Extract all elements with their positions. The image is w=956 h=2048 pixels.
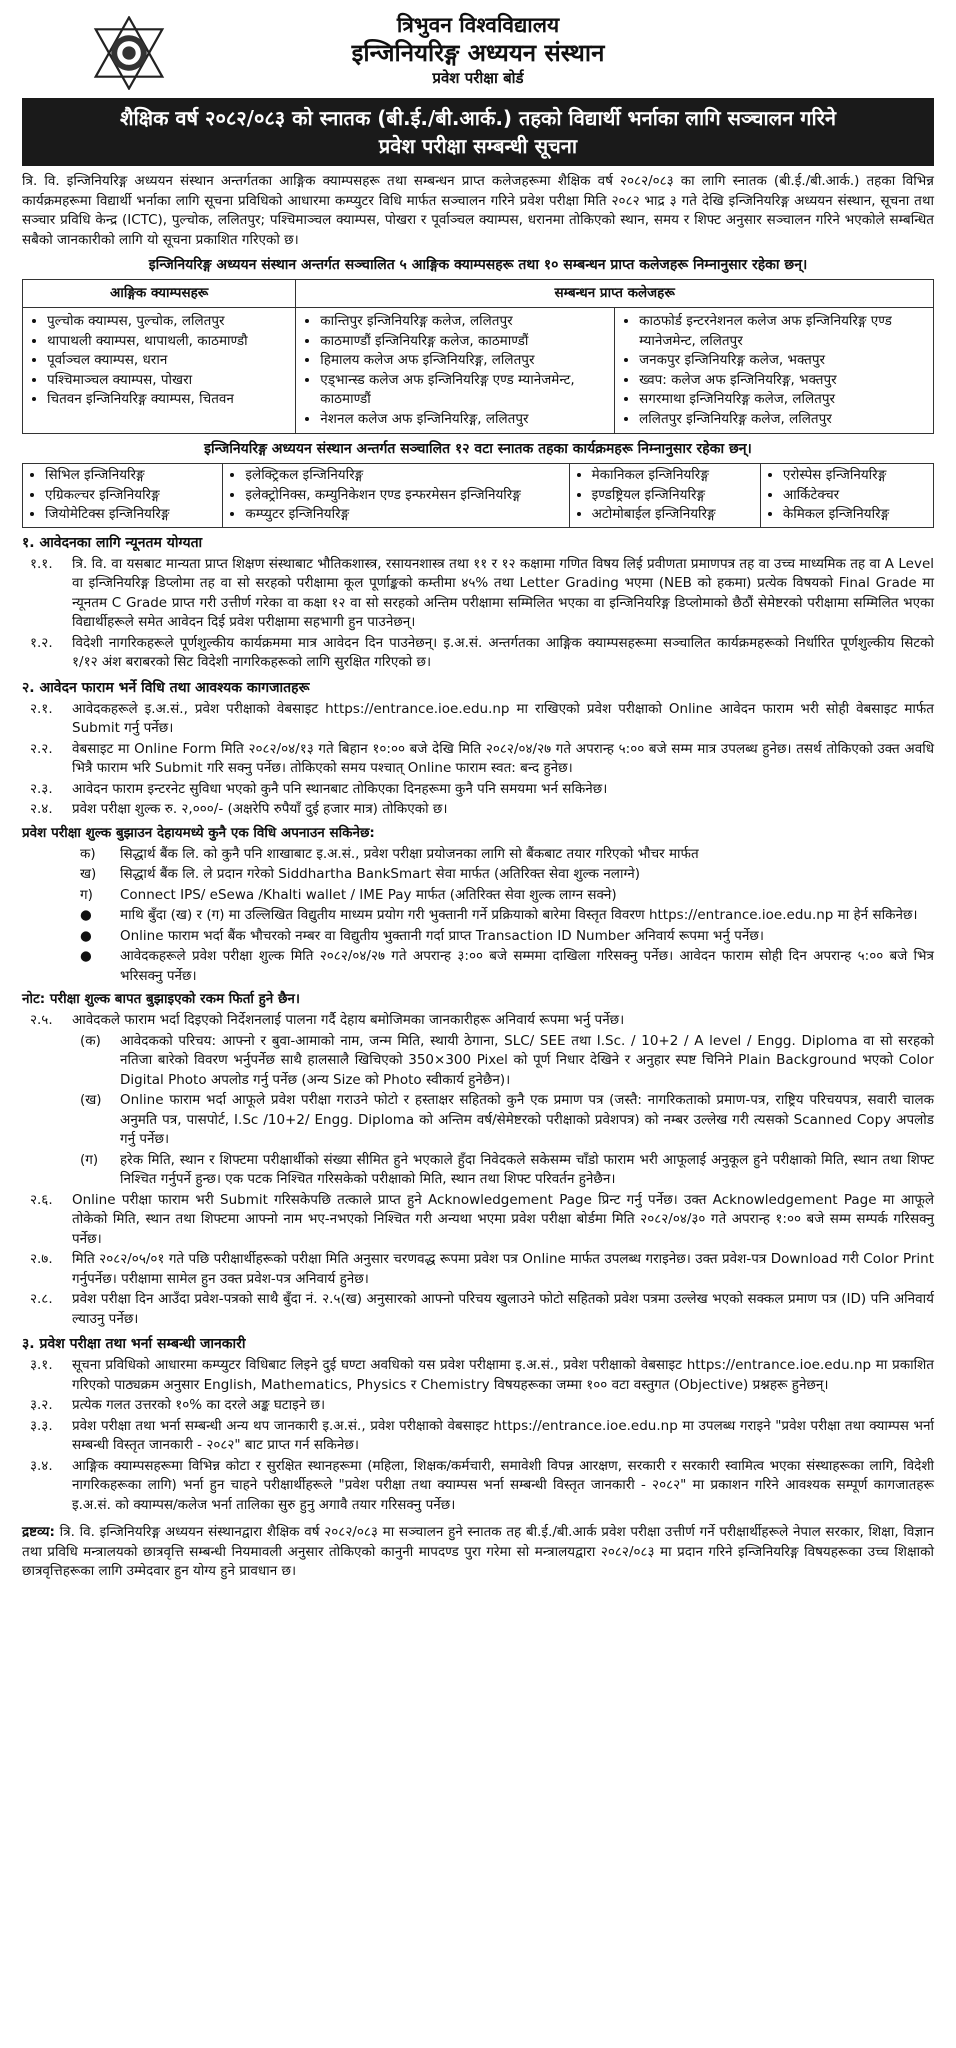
list-item: • सगरमाथा इन्जिनियरिङ्ग कलेज, ललितपुर <box>639 390 925 410</box>
program-column <box>229 466 562 525</box>
board-name: प्रवेश परीक्षा बोर्ड <box>432 69 524 87</box>
section-2-title: २. आवेदन फाराम भर्ने विधि तथा आवश्यक कागजातहरू <box>22 679 310 696</box>
fee-method-label: क) <box>80 845 96 862</box>
item-text: प्रवेश परीक्षा शुल्क रु. २,०००/- (अक्षरेपि रुपैयाँ दुई हजार मात्र) तोकिएको छ। <box>72 801 448 817</box>
fee-bullet-text: Online फाराम भर्दा बैंक भौचरको नम्बर वा विद्युतीय भुक्तानी गर्दा प्राप्त Transaction ID Number अनिवार्य रूपमा भर्नु पर्नेछ। <box>120 927 764 944</box>
numbered-item <box>22 1290 934 1329</box>
numbered-item <box>22 1011 934 1031</box>
item-text: प्रत्येक गलत उत्तरको १०% का दरले अङ्क घटाइने छ। <box>72 1397 326 1413</box>
footer-note-text: त्रि. वि. इन्जिनियरिङ्ग अध्ययन संस्थानद्वारा शैक्षिक वर्ष २०८२/०८३ मा सञ्चालन हुने स्नातक तह बी.ई./बी.आर्क प्रवेश परीक्षा उत्तीर्ण गर्ने परीक्षार्थीहरूले नेपाल सरकार, शिक्षा, विज्ञान तथा प्रविधि मन्त्रालयको छात्रवृत्ति सम्बन्धी नियमावली अनुसार तोकिएको कानुनी मापदण्ड पुरा गरेमा सो मन्त्रालयद्वारा २०८२/०८३ मा प्रदान गरिने इन्जिनियरिङ्ग विषयहरूका उच्च शिक्षाको छात्रवृत्तिहरूका लागि उम्मेदवार हुन योग्य हुने प्रावधान छ। <box>22 1524 934 1579</box>
refund-note: नोट: परीक्षा शुल्क बापत बुझाइएको रकम फिर्ता हुने छैन। <box>22 991 301 1007</box>
constituent-list <box>31 312 287 410</box>
header <box>22 12 934 96</box>
item-number: ३.४. <box>30 1457 53 1474</box>
program-item: • जियोमेटिक्स इन्जिनियरिङ्ग <box>45 505 216 525</box>
item-number: २.६. <box>30 1191 53 1208</box>
program-item: • कम्प्युटर इन्जिनियरिङ्ग <box>245 505 562 525</box>
numbered-item <box>22 1191 934 1250</box>
footer-note <box>22 1523 934 1582</box>
section-3-title: ३. प्रवेश परीक्षा तथा भर्ना सम्बन्धी जानकारी <box>22 1336 246 1352</box>
fee-method-text: Connect IPS/ eSewa /Khalti wallet / IME Pay मार्फत (अतिरिक्त सेवा शुल्क लाग्न सक्ने) <box>120 886 617 903</box>
campus-table <box>22 279 934 434</box>
numbered-item <box>22 740 934 779</box>
program-item: • केमिकल इन्जिनियरिङ्ग <box>783 505 927 525</box>
item-text: प्रवेश परीक्षा तथा भर्ना सम्बन्धी अन्य थप जानकारी इ.अ.सं., प्रवेश परीक्षाको वेबसाइट https://entrance.ioe.edu.np मा उपलब्ध गराइने "प्रवेश परीक्षा तथा क्याम्पस भर्ना सम्बन्धी विस्तृत जानकारी - २०८२" बाट प्राप्त गर्न सकिनेछ। <box>72 1417 934 1453</box>
bullet-icon: ● <box>80 927 92 944</box>
list-item: • काठफोर्ड इन्टरनेशनल कलेज अफ इन्जिनियरिङ्ग एण्ड म्यानेजमेन्ट, ललितपुर <box>639 312 925 351</box>
affiliated-list-b <box>623 312 925 429</box>
bullet-icon: ● <box>80 907 92 923</box>
item-text: प्रवेश परीक्षा दिन आउँदा प्रवेश-पत्रको साथै बुँदा नं. २.५(ख) अनुसारको आफ्नो परिचय खुलाउने फोटो सहितको प्रवेश पत्रमा उल्लेख भएको सक्कल प्रमाण पत्र (ID) पनि अनिवार्य ल्याउनु पर्नेछ। <box>72 1291 934 1327</box>
banner-line-1: शैक्षिक वर्ष २०८२/०८३ को स्नातक (बी.ई./बी.आर्क.) तहको विद्यार्थी भर्नाका लागि सञ्चालन गरिने <box>119 106 837 130</box>
affiliated-list-a <box>304 312 606 429</box>
list-item: • पूर्वाञ्चल क्याम्पस, धरान <box>47 351 287 371</box>
sub-item <box>22 1032 934 1091</box>
constituent-header: आङ्गिक क्याम्पसहरू <box>23 280 296 308</box>
sub-item-label: (क) <box>80 1032 101 1049</box>
footer-note-label: द्रष्टव्य: <box>22 1524 55 1540</box>
list-item: • चितवन इन्जिनियरिङ्ग क्याम्पस, चितवन <box>47 390 287 410</box>
item-number: २.५. <box>30 1012 53 1028</box>
sub-item-text: Online फाराम भर्दा आफूले प्रवेश परीक्षा गराउने फोटो र हस्ताक्षर सहितको कुनै एक प्रमाण पत्र (जस्तै: नागरिकताको प्रमाण-पत्र, राष्ट्रिय परिचयपत्र, सवारी चालक अनुमति पत्र, पासपोर्ट, I.Sc /10+2/ Engg. Diploma को अन्तिम वर्ष/सेमेष्टरको परीक्षाको प्रवेशपत्र) को नम्बर उल्लेख गरी त्यसको Scanned Copy अपलोड गर्नु पर्नेछ। <box>120 1092 934 1147</box>
program-item: • एग्रिकल्चर इन्जिनियरिङ्ग <box>45 486 216 506</box>
item-number: १.२. <box>30 634 53 651</box>
list-item: • काठमाण्डौं इन्जिनियरिङ्ग कलेज, काठमाण्डौं <box>320 332 606 352</box>
item-number: ३.३. <box>30 1417 53 1434</box>
fee-bullet-text: आवेदकहरूले प्रवेश परीक्षा शुल्क मिति २०८२/०४/२७ गते अपरान्ह ३:०० बजे सम्ममा दाखिला गरिसक्नु पर्नेछ। आवेदन फाराम सोही दिन अपरान्ह ५:०० बजे भित्र भरिसक्नु पर्नेछ। <box>120 948 934 984</box>
item-text: आवेदकहरूले इ.अ.सं., प्रवेश परीक्षाको वेबसाइट https://entrance.ioe.edu.np मा राखिएको प्रवेश परीक्षाको Online आवेदन फाराम भरी सोही वेबसाइट मार्फत Submit गर्नु पर्नेछ। <box>72 700 934 736</box>
intro-paragraph: त्रि. वि. इन्जिनियरिङ्ग अध्ययन संस्थान अन्तर्गतका आङ्गिक क्याम्पसहरू तथा सम्बन्धन प्राप्त कलेजहरूमा शैक्षिक वर्ष २०८२/०८३ का लागि स्नातक (बी.ई./बी.आर्क.) तहका विभिन्न कार्यक्रमहरूमा विद्यार्थी भर्नाका लागि सूचना प्रविधिको आधारमा कम्प्युटर विधि मार्फत सञ्चालन गरिने प्रवेश परीक्षा मिति २०८२ भाद्र ३ गते देखि इन्जिनियरिङ्ग अध्ययन संस्थान, सूचना तथा सञ्चार प्रविधि केन्द्र (ICTC), पुल्चोक, ललितपुर; पश्चिमाञ्चल क्याम्पस, पोखरा र पूर्वाञ्चल क्याम्पस, धरानमा तोकिएको स्थान, समय र शिफ्ट अनुसार सञ्चालन गरिने भएकोले सम्बन्धित सबैको जानकारीको लागि यो सूचना प्रकाशित गरिएको छ। <box>22 173 934 248</box>
item-number: २.४. <box>30 801 53 817</box>
fee-bullet-text: माथि बुँदा (ख) र (ग) मा उल्लिखित विद्युतीय माध्यम प्रयोग गरी भुक्तानी गर्ने प्रक्रियाको बारेमा विस्तृत विवरण https://entrance.ioe.edu.np मा हेर्न सकिनेछ। <box>120 907 918 923</box>
fee-method <box>22 865 934 885</box>
item-text: आवेदकले फाराम भर्दा दिइएको निर्देशनलाई पालना गर्दै देहाय बमोजिमका जानकारीहरू अनिवार्य रूपमा भर्नु पर्नेछ। <box>72 1012 625 1028</box>
item-number: ३.२. <box>30 1397 53 1413</box>
list-item: • एड्भान्स्ड कलेज अफ इन्जिनियरिङ्ग एण्ड म्यानेजमेन्ट, काठमाण्डौं <box>320 371 606 410</box>
list-item: • थापाथली क्याम्पस, थापाथली, काठमाण्डौ <box>47 332 287 352</box>
item-text: वेबसाइट मा Online Form मिति २०८२/०४/१३ गते बिहान १०:०० बजे देखि मिति २०८२/०४/२७ गते अपरान्ह ५:०० बजे सम्म मात्र उपलब्ध हुनेछ। तसर्थ तोकिएको उक्त अवधि भित्रै फाराम भरि Submit गरि सक्नु पर्नेछ। तोकिएको समय पश्चात् Online फाराम स्वत: बन्द हुनेछ। <box>72 740 934 776</box>
item-number: २.७. <box>30 1251 53 1267</box>
program-item: • इलेक्ट्रिकल इन्जिनियरिङ्ग <box>245 466 562 486</box>
program-heading: इन्जिनियरिङ्ग अध्ययन संस्थान अन्तर्गत सञ्चालित १२ वटा स्नातक तहका कार्यक्रमहरू निम्नानुसार रहेका छन्। <box>204 441 752 457</box>
fee-methods-heading: प्रवेश परीक्षा शुल्क बुझाउन देहायमध्ये कुनै एक विधि अपनाउन सकिनेछ: <box>22 824 375 841</box>
fee-method <box>22 845 934 865</box>
sub-item-text: आवेदकको परिचय: आफ्नो र बुवा-आमाको नाम, जन्म मिति, स्थायी ठेगाना, SLC/ SEE तथा I.Sc. / 10+2 / A level / Engg. Diploma वा सो सरहको नतिजा बारेको विवरण भर्नुपर्नेछ साथै हालसालै खिचिएको 350×300 Pixel को पूर्ण निधार देखिने र अनुहार स्पष्ट चिनिने Plain Background भएको Color Digital Photo अपलोड गर्नु पर्नेछ (अन्य Size को Photo स्वीकार्य हुनेछैन)। <box>120 1032 934 1088</box>
numbered-item <box>22 555 934 633</box>
fee-method-text: सिद्धार्थ बैंक लि. ले प्रदान गरेको Siddhartha BankSmart सेवा मार्फत (अतिरिक्त सेवा शुल्क नलाग्ने) <box>120 866 641 882</box>
program-item: • आर्किटेक्चर <box>783 486 927 506</box>
program-column <box>576 466 754 525</box>
numbered-item <box>22 1417 934 1456</box>
item-number: २.८. <box>30 1291 53 1307</box>
sub-item-label: (ग) <box>80 1151 99 1168</box>
program-item: • अटोमोबाईल इन्जिनियरिङ्ग <box>592 505 754 525</box>
banner-line-2: प्रवेश परीक्षा सम्बन्धी सूचना <box>378 134 578 158</box>
sub-item <box>22 1091 934 1150</box>
program-item: • एरोस्पेस इन्जिनियरिङ्ग <box>783 466 927 486</box>
numbered-item <box>22 1396 934 1416</box>
numbered-item <box>22 634 934 673</box>
fee-method-label: ख) <box>80 866 97 882</box>
program-table <box>22 463 934 528</box>
item-number: ३.१. <box>30 1357 53 1373</box>
fee-method-text: सिद्धार्थ बैंक लि. को कुनै पनि शाखाबाट इ.अ.सं., प्रवेश परीक्षा प्रयोजनका लागि सो बैंकबाट तयार गरिएको भौचर मार्फत <box>120 845 699 862</box>
item-text: त्रि. वि. वा यसबाट मान्यता प्राप्त शिक्षण संस्थाबाट भौतिकशास्त्र, रसायनशास्त्र तथा ११ र १२ कक्षामा गणित विषय लिई प्रवीणता प्रमाणपत्र तह वा उच्च माध्यमिक तह वा A Level वा इन्जिनियरिङ्ग डिप्लोमा तह वा सो सरहको परीक्षामा कूल पूर्णाङ्कको कम्तीमा ४५% तथा Letter Grading भएमा (NEB को हकमा) प्रत्येक विषयको Final Grade मा न्यूनतम C Grade प्राप्त गरी उत्तीर्ण गरेका वा कक्षा १२ वा सो सरहको अन्तिम परीक्षामा सम्मिलित भएका वा इन्जिनियरिङ्ग डिप्लोमाको छैठौं सेमेष्टरको परीक्षामा सम्मिलित भएका विद्यार्थीहरूले समेत आवेदन दिई प्रवेश परीक्षामा सहभागी हुन पाउनेछन्। <box>72 555 934 630</box>
bullet-icon: ● <box>80 948 92 964</box>
numbered-item <box>22 800 934 820</box>
list-item: • ललितपुर इन्जिनियरिङ्ग कलेज, ललितपुर <box>639 410 925 430</box>
numbered-item <box>22 1250 934 1289</box>
item-number: १.१. <box>30 555 53 572</box>
numbered-item <box>22 700 934 739</box>
numbered-item <box>22 1457 934 1516</box>
section-1-title: १. आवेदनका लागि न्यूनतम योग्यता <box>22 534 203 551</box>
program-item: • इण्डष्ट्रियल इन्जिनियरिङ्ग <box>592 486 754 506</box>
item-text: आङ्गिक क्याम्पसहरूमा विभिन्न कोटा र सुरक्षित स्थानहरूमा (महिला, शिक्षक/कर्मचारी, समावेशी विपन्न आरक्षण, सरकारी र सरकारी स्वामित्व भएका संस्थाहरूका लागि, विदेशी नागरिकहरूका लागि) भर्ना हुन चाहने परीक्षार्थीहरूले "प्रवेश परीक्षा तथा क्याम्पस भर्ना सम्बन्धी विस्तृत जानकारी - २०८२" मा प्रकाशन गरिने आवश्यक सम्पूर्ण कागजातहरू इ.अ.सं. को क्याम्पस/कलेज भर्ना तालिका सुरु हुनु अगावै तयार गरिसक्नु पर्नेछ। <box>72 1457 934 1513</box>
institute-name: इन्जिनियरिङ्ग अध्ययन संस्थान <box>351 39 605 67</box>
item-number: २.२. <box>30 740 53 757</box>
list-item: • जनकपुर इन्जिनियरिङ्ग कलेज, भक्तपुर <box>639 351 925 371</box>
list-item: • पश्चिमाञ्चल क्याम्पस, पोखरा <box>47 371 287 391</box>
program-column <box>29 466 216 525</box>
item-number: २.३. <box>30 780 53 797</box>
campus-heading: इन्जिनियरिङ्ग अध्ययन संस्थान अन्तर्गत सञ्चालित ५ आङ्गिक क्याम्पसहरू तथा १० सम्बन्धन प्राप्त कलेजहरू निम्नानुसार रहेका छन्। <box>148 257 808 273</box>
numbered-item <box>22 780 934 800</box>
tu-emblem-icon <box>92 16 166 90</box>
fee-bullet <box>22 947 934 986</box>
list-item: • नेशनल कलेज अफ इन्जिनियरिङ्ग, ललितपुर <box>320 410 606 430</box>
list-item: • हिमालय कलेज अफ इन्जिनियरिङ्ग, ललितपुर <box>320 351 606 371</box>
item-text: Online परीक्षा फाराम भरी Submit गरिसकेपछि तत्काले प्राप्त हुने Acknowledgement Page प्रिन्ट गर्नु पर्नेछ। उक्त Acknowledgement Page मा आफूले तोकेको मिति, स्थान तथा शिफ्टमा आफ्नो नाम भए-नभएको निश्चित गरी अन्यथा भएमा प्रवेश परीक्षा बोर्डमा मिति २०८२/०४/३० गते अपरान्ह १:०० बजे सम्म सम्पर्क गरिसक्नु पर्नेछ। <box>72 1191 934 1247</box>
program-column <box>767 466 927 525</box>
list-item: • ख्वप: कलेज अफ इन्जिनियरिङ्ग, भक्तपुर <box>639 371 925 391</box>
sub-item <box>22 1151 934 1190</box>
item-text: विदेशी नागरिकहरूले पूर्णशुल्कीय कार्यक्रममा मात्र आवेदन दिन पाउनेछन्। इ.अ.सं. अन्तर्गतका आङ्गिक क्याम्पसहरूमा सञ्चालित कार्यक्रमहरूको निर्धारित पूर्णशुल्कीय सिटको १/१२ अंश बराबरको सिट विदेशी नागरिकहरूको लागि सुरक्षित गरिएको छ। <box>72 634 934 670</box>
list-item: • कान्तिपुर इन्जिनियरिङ्ग कलेज, ललितपुर <box>320 312 606 332</box>
affiliated-header: सम्बन्धन प्राप्त कलेजहरू <box>296 280 934 308</box>
program-item: • सिभिल इन्जिनियरिङ्ग <box>45 466 216 486</box>
sub-item-label: (ख) <box>80 1092 102 1108</box>
fee-method-label: ग) <box>80 886 93 903</box>
fee-bullet <box>22 906 934 926</box>
item-text: आवेदन फाराम इन्टरनेट सुविधा भएको कुनै पनि स्थानबाट तोकिएका दिनहरूमा कुनै पनि समयमा भर्न सकिनेछ। <box>72 780 608 797</box>
numbered-item <box>22 1356 934 1395</box>
program-item: • मेकानिकल इन्जिनियरिङ्ग <box>592 466 754 486</box>
fee-bullet <box>22 927 934 947</box>
notice-title-banner <box>22 98 934 166</box>
item-text: मिति २०८२/०५/०१ गते पछि परीक्षार्थीहरूको परीक्षा मिति अनुसार चरणवद्ध रूपमा प्रवेश पत्र Online मार्फत उपलब्ध गराइनेछ। उक्त प्रवेश-पत्र Download गरी Color Print गर्नुपर्नेछ। परीक्षामा सामेल हुन उक्त प्रवेश-पत्र अनिवार्य हुनेछ। <box>72 1251 934 1287</box>
fee-method <box>22 886 934 906</box>
program-item: • इलेक्ट्रोनिक्स, कम्युनिकेशन एण्ड इन्फरमेसन इन्जिनियरिङ्ग <box>245 486 562 506</box>
list-item: • पुल्चोक क्याम्पस, पुल्चोक, ललितपुर <box>47 312 287 332</box>
item-number: २.१. <box>30 700 53 717</box>
sub-item-text: हरेक मिति, स्थान र शिफ्टमा परीक्षार्थीको संख्या सीमित हुने भएकाले हुँदा निवेदकले सकेसम्म चाँडो फाराम भरी आफूलाई अनुकूल हुने परीक्षाको मिति, स्थान तथा शिफ्ट निश्चित गर्नुपर्ने हुन्छ। एक पटक निश्चित गरिसकेको परीक्षाको मिति, स्थान तथा शिफ्ट परिवर्तन हुनेछैन। <box>120 1151 934 1187</box>
university-name: त्रिभुवन विश्वविद्यालय <box>396 13 560 37</box>
item-text: सूचना प्रविधिको आधारमा कम्प्युटर विधिबाट लिइने दुई घण्टा अवधिको यस प्रवेश परीक्षामा इ.अ.सं., प्रवेश परीक्षाको वेबसाइट https://entrance.ioe.edu.np मा प्रकाशित गरिएको पाठ्यक्रम अनुसार English, Mathematics, Physics र Chemistry विषयहरूका जम्मा १०० वटा वस्तुगत (Objective) प्रश्नहरू हुनेछन्। <box>72 1357 934 1393</box>
